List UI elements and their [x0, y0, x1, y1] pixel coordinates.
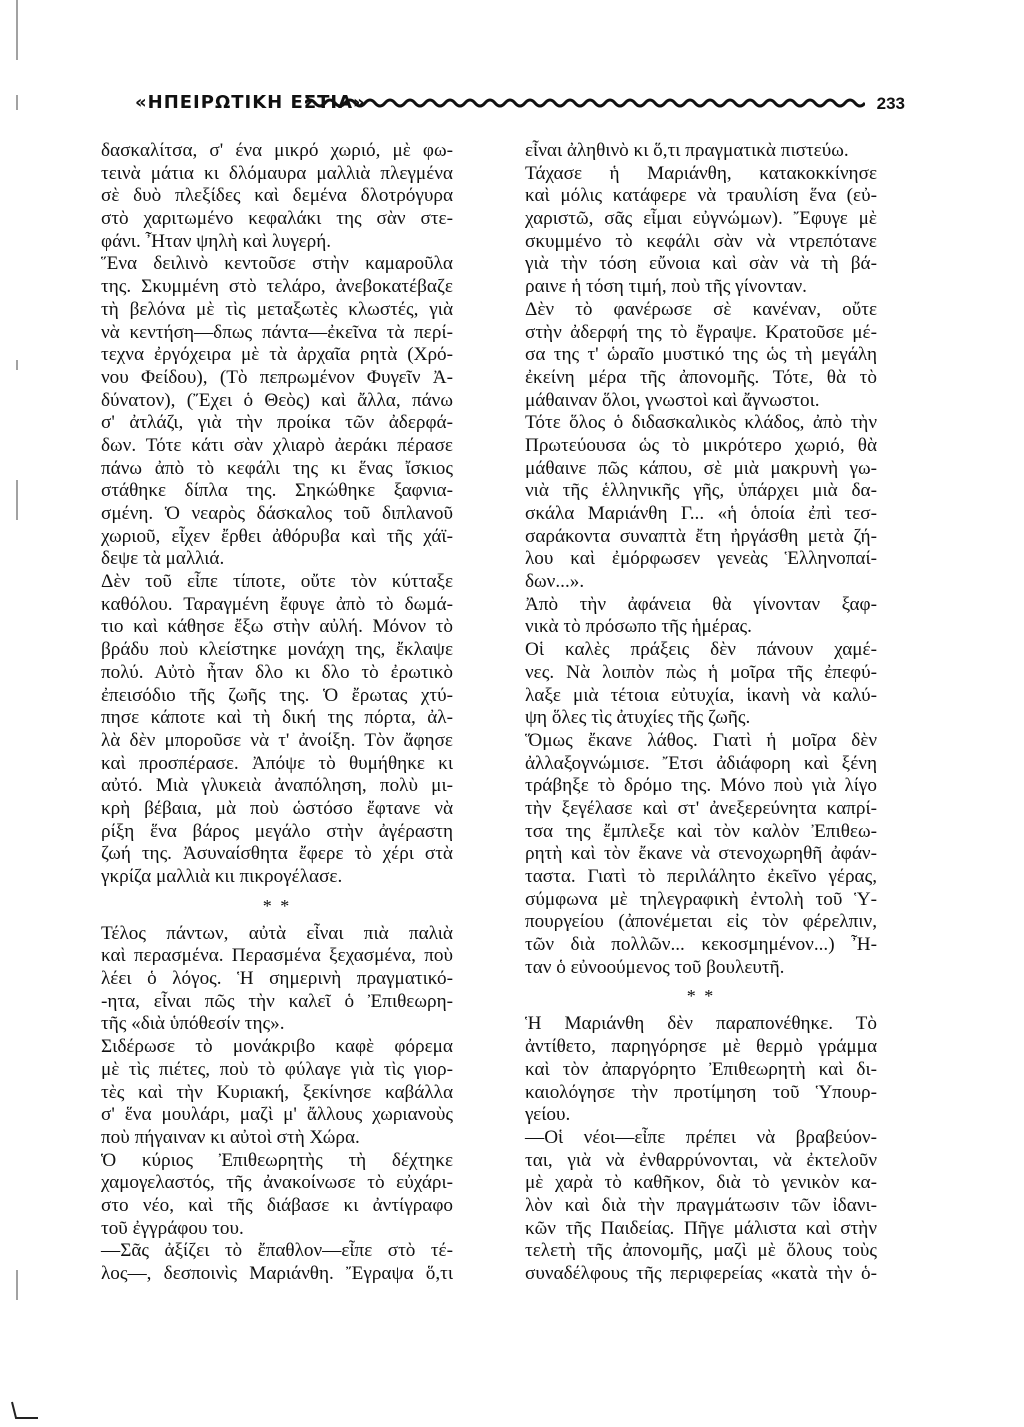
text-line: χωριοῦ, εἶχεν ἔρθει ἀθόρυβα καὶ τῆς χάϊ-	[101, 525, 453, 547]
text-line: εἶναι ἀληθινὸ κι ὅ,τι πραγματικὰ πιστεύω.	[525, 140, 849, 161]
text-line: αὐτό. Μιὰ γλυκειὰ ἀναπόληση, πολὺ μι-	[101, 775, 453, 797]
text-line: δασκαλίτσα, σ' ένα μικρό χωριό, μὲ φω-	[101, 140, 453, 161]
text-line: σα της τ' ὡραῖο μυστικό της ὡς τὴ μεγάλη	[525, 344, 877, 366]
text-line: μάθαιναν ὅλοι, γνωστοὶ καὶ ἄγνωστοι.	[525, 389, 820, 411]
text-line: σὲ δυὸ πλεξίδες καὶ δεμένα δλοτρόγυρα	[101, 185, 453, 207]
text-line: δων. Τότε κάτι σὰν χλιαρὸ ἀεράκι πέρασε	[101, 434, 453, 456]
text-line: της. Σκυμμένη στὸ τελάρο, ἀνεβοκατέβαζε	[101, 276, 453, 298]
text-line: τὲς καὶ τὴν Κυριακή, ξεκίνησε καβάλλα	[101, 1081, 453, 1103]
text-line: Ὁ κύριος Ἐπιθεωρητὴς τὴ δέχτηκε	[101, 1149, 453, 1171]
right-column	[525, 140, 877, 1286]
text-line: Δὲν τοῦ εἶπε τίποτε, οὔτε τὸν κύτταξε	[101, 571, 453, 593]
section-break-stars: * *	[686, 986, 716, 1007]
text-line: μάθαινε πῶς κάπου, σὲ μιὰ μακρυνὴ γω-	[525, 457, 877, 479]
text-line: τῆς «διὰ ὑπόθεσίν της».	[101, 1013, 285, 1035]
text-line: καὶ περασμένα. Περασμένα ξεχασμένα, ποὺ	[101, 945, 453, 967]
text-line: σ' ἀτλάζι, γιὰ τὴν προίκα τῶν ἀδερφά-	[101, 412, 453, 434]
text-line: ἀλλαξογνώμισε. Ἔτσι ἀδιάφορη καὶ ξένη	[525, 752, 877, 774]
text-line: πησε κάποτε καὶ τὴ δική της πόρτα, ἀλ-	[101, 707, 453, 729]
text-line: νιὰ τῆς ἑλληνικῆς γῆς, ὑπάρχει μιὰ δα-	[525, 480, 877, 502]
text-line: χαριστῶ, σᾶς εἶμαι εὐγνώμων). Ἔφυγε μὲ	[525, 208, 877, 230]
text-line: πάνω ἀπὸ τὸ κεφάλι της κι ἕνας ἴσκιος	[101, 457, 453, 479]
text-line: Σιδέρωσε τὸ μονάκριβο καφὲ φόρεμα	[101, 1036, 453, 1058]
text-line: τῶν διὰ πολλῶν... κεκοσμημένον...) Ἦ-	[525, 934, 877, 956]
text-line: βράδυ ποὺ κλείστηκε μονάχη της, ἔκλαψε	[101, 639, 453, 661]
text-line: σκάλα Μαριάνθη Γ... «ἡ ὁποία ἐπὶ τεσ-	[525, 503, 877, 524]
text-line: καὶ μόλις κατάφερε νὰ τραυλίση ἕνα (εὐ-	[525, 185, 877, 207]
scan-margin-marks	[14, 0, 20, 1427]
scan-corner-mark	[10, 1398, 40, 1420]
text-line: φάνι. Ἦταν ψηλὴ καὶ λυγερή.	[101, 230, 332, 252]
text-line: Δὲν τὸ φανέρωσε σὲ κανέναν, οὔτε	[525, 298, 877, 320]
text-line: —Σᾶς ἀξίζει τὸ ἔπαθλον—εἶπε στὸ τέ-	[101, 1240, 453, 1262]
text-line: τιο καὶ κάθησε ἔξω στὴν αὐλή. Μόνον τὸ	[101, 616, 453, 638]
text-line: ταστα. Γιατὶ τὸ περιλάλητο ἐκεῖνο γέρας,	[525, 866, 877, 887]
text-line: σκυμμένο τὸ κεφάλι σὰν νὰ ντρεπότανε	[525, 230, 877, 252]
text-line: τὴν ξεγέλασε καὶ στ' ἀνεξερεύνητα καπρί-	[525, 797, 877, 819]
text-line: ταν ὁ εὐνοούμενος τοῦ βουλευτῆ.	[525, 956, 785, 978]
text-line: τοῦ ἐγγράφου του.	[101, 1217, 244, 1239]
text-line: ποὺ πήγαιναν κι αὐτοὶ στὴ Χώρα.	[101, 1126, 360, 1148]
text-line: Ὅμως ἔκανε λάθος. Γιατὶ ἡ μοῖρα δὲν	[525, 729, 877, 751]
text-line: σ' ἕνα μουλάρι, μαζὶ μ' ἄλλους χωριανοὺς	[101, 1104, 453, 1126]
text-line: ψη ὅλες τὶς ἀτυχίες τῆς ζωῆς.	[525, 707, 751, 729]
text-line: στάθηκε δίπλα της. Σηκώθηκε ξαφνια-	[101, 480, 453, 502]
text-line: μὲ χαρὰ τὸ καθῆκον, διὰ τὸ γενικὸν κα-	[525, 1172, 877, 1194]
text-line: Ἡ Μαριάνθη δὲν παραπονέθηκε. Τὸ	[525, 1013, 877, 1035]
text-line: ζωή της. Ἀσυναίσθητα ἔφερε τὸ χέρι στὰ	[101, 843, 453, 865]
wavy-rule	[305, 96, 865, 110]
text-line: ἀντίθετο, παρηγόρησε μὲ θερμὸ γράμμα	[525, 1036, 877, 1058]
page-number: 233	[876, 94, 905, 113]
text-line: λαξε μιὰ τέτοια εὐτυχία, ἱκανὴ νὰ καλύ-	[525, 684, 877, 706]
text-line: γκρίζα μαλλιὰ κιι πικρογέλασε.	[101, 866, 343, 887]
text-line: -ητα, εἶναι πῶς τὴν καλεῖ ὁ Ἐπιθεωρη-	[101, 990, 453, 1012]
text-line: πολύ. Αὐτὸ ἦταν δλο κι δλο τὸ ἐρωτικὸ	[101, 661, 453, 683]
text-line: κῶν τῆς Παιδείας. Πῆγε μάλιστα καὶ στὴν	[525, 1217, 877, 1239]
text-line: σμένη. Ὁ νεαρὸς δάσκαλος τοῦ διπλανοῦ	[101, 503, 453, 524]
text-line: τσα της ἔμπλεξε καὶ τὸν καλὸν Ἐπιθεω-	[525, 820, 877, 842]
text-line: Τάχασε ἡ Μαριάνθη, κατακοκκίνησε	[525, 162, 877, 184]
text-line: κρὴ βέβαια, μὰ ποὺ ὡστόσο ἔφτανε νὰ	[101, 797, 453, 819]
text-line: μὲ τὶς πιέτες, ποὺ τὸ φύλαγε γιὰ τὶς γιορ-	[101, 1058, 453, 1080]
text-line: καιολόγησε τὴν προτίμηση τοῦ Ὑπουρ-	[525, 1081, 877, 1103]
text-line: Ἕνα δειλινὸ κεντοῦσε στὴν καμαροῦλα	[101, 253, 453, 275]
page-header	[135, 92, 905, 118]
text-line: δύνατον), (Ἔχει ὁ Θεὸς) καὶ ἄλλα, πάνω	[101, 389, 453, 411]
text-line: τελετὴ τῆς ἀπονομῆς, μαζὶ μὲ ὅλους τοὺς	[525, 1240, 877, 1262]
text-line: ρίξη ἕνα βάρος μεγάλο στὴν ἀγέραστη	[101, 820, 453, 842]
text-line: νες. Νὰ λοιπὸν πὼς ἡ μοῖρα τῆς ἐπεφύ-	[525, 661, 877, 683]
text-line: πουργείου (ἀπονέμεται εἰς τὸν φέρελπιν,	[525, 911, 877, 933]
text-line: συναδέλφους τῆς περιφερείας «κατὰ τὴν ὁ-	[525, 1263, 877, 1284]
text-line: τὴ βελόνα μὲ τὶς μεταξωτὲς κλωστές, γιὰ	[101, 298, 453, 320]
text-line: τεχνα ἐργόχειρα μὲ τὰ ἀρχαῖα ρητὰ (Χρό-	[101, 344, 453, 366]
text-line: τράβηξε τὸ δρόμο της. Μόνο ποὺ γιὰ λίγο	[525, 775, 877, 797]
text-line: —Οἱ νέοι—εἶπε πρέπει νὰ βραβεύον-	[525, 1126, 877, 1148]
text-line: στο νέο, καὶ τῆς διάβασε κι ἀντίγραφο	[101, 1194, 453, 1216]
text-line: δων...».	[525, 571, 585, 593]
text-line: καθόλου. Ταραγμένη ἔφυγε ἀπὸ τὸ δωμά-	[101, 593, 453, 615]
journal-title: «ΗΠΕΙΡΩΤΙΚΗ ΕΣΤΙΑ»	[135, 92, 366, 113]
text-line: ἐκείνη μέρα τῆς ἀπονομῆς. Τότε, θὰ τὸ	[525, 366, 877, 388]
text-line: καὶ τὸν ἀπαργόρητο Ἐπιθεωρητὴ καὶ δι-	[525, 1058, 877, 1080]
text-line: Πρωτεύουσα ὡς τὸ μικρότερο χωριό, θὰ	[525, 434, 877, 456]
text-line: στὸ χαριτωμένο κεφαλάκι της σὰν στε-	[101, 208, 453, 230]
text-line: λου καὶ ἐμόρφωσεν γενεὰς Ἑλληνοπαί-	[525, 548, 877, 570]
text-line: Ἀπὸ τὴν ἀφάνεια θὰ γίνονταν ξαφ-	[525, 593, 877, 615]
text-line: ἐπεισόδιο τῆς ζωῆς της. Ὁ ἔρωτας χτύ-	[101, 684, 453, 706]
text-line: σαράκοντα συναπτὰ ἔτη ἠργάσθη μετὰ ζή-	[525, 525, 877, 547]
text-line: Τότε ὅλος ὁ διδασκαλικὸς κλάδος, ἀπὸ τὴν	[525, 412, 877, 434]
text-line: χαμογελαστός, τῆς ἀνακοίνωσε τὸ εὐχάρι-	[101, 1172, 453, 1194]
text-line: ραινε ἡ τόση τιμή, ποὺ τῆς γίνονταν.	[525, 276, 807, 298]
left-column	[101, 140, 453, 1286]
text-line: σύμφωνα μὲ τηλεγραφικὴ ἐντολὴ τοῦ Ὑ-	[525, 888, 877, 910]
section-break-stars: * *	[262, 895, 292, 916]
text-line: ται, γιὰ νὰ ἐνθαρρύνονται, νὰ ἐκτελοῦν	[525, 1149, 877, 1171]
text-line: ρητὴ καὶ τὸν ἔκανε νὰ στενοχωρηθῆ ἀφάν-	[525, 843, 877, 865]
text-line: λὰ δὲν μποροῦσε νὰ τ' ἀνοίξη. Τὸν ἄφησε	[101, 729, 453, 751]
text-line: λὸν καὶ διὰ τὴν πραγμάτωσιν τῶν ἰδανι-	[525, 1194, 877, 1216]
text-line: στὴν ἀδερφή της τὸ ἔγραψε. Κρατοῦσε μέ-	[525, 321, 877, 343]
text-line: τεινὰ μάτια κι δλόμαυρα μαλλιὰ πλεγμένα	[101, 162, 453, 184]
text-line: Οἱ καλὲς πράξεις δὲν πάνουν χαμέ-	[525, 639, 877, 661]
text-line: λέει ὁ λόγος. Ἡ σημερινὴ πραγματικό-	[101, 968, 453, 990]
text-line: λος—, δεσποινὶς Μαριάνθη. Ἔγραψα ὅ,τι	[101, 1263, 453, 1284]
text-line: γιὰ τὴν τόση εὔνοια καὶ σὰν νὰ τὴ βά-	[525, 253, 877, 275]
text-line: Τέλος πάντων, αὐτὰ εἶναι πιὰ παλιὰ	[101, 922, 453, 944]
text-line: νικὰ τὸ πρόσωπο τῆς ἡμέρας.	[525, 616, 752, 638]
text-line: καὶ προσπέρασε. Ἀπόψε τὸ θυμήθηκε κι	[101, 752, 453, 774]
text-line: νου Φείδου), (Τὸ πεπρωμένον Φυγεῖν Ἀ-	[101, 366, 453, 388]
text-line: γείου.	[525, 1104, 571, 1126]
text-line: δεψε τὰ μαλλιά.	[101, 548, 225, 570]
text-line: νὰ κεντήση—δπως πάντα—ἐκεῖνα τὰ περί-	[101, 321, 453, 343]
